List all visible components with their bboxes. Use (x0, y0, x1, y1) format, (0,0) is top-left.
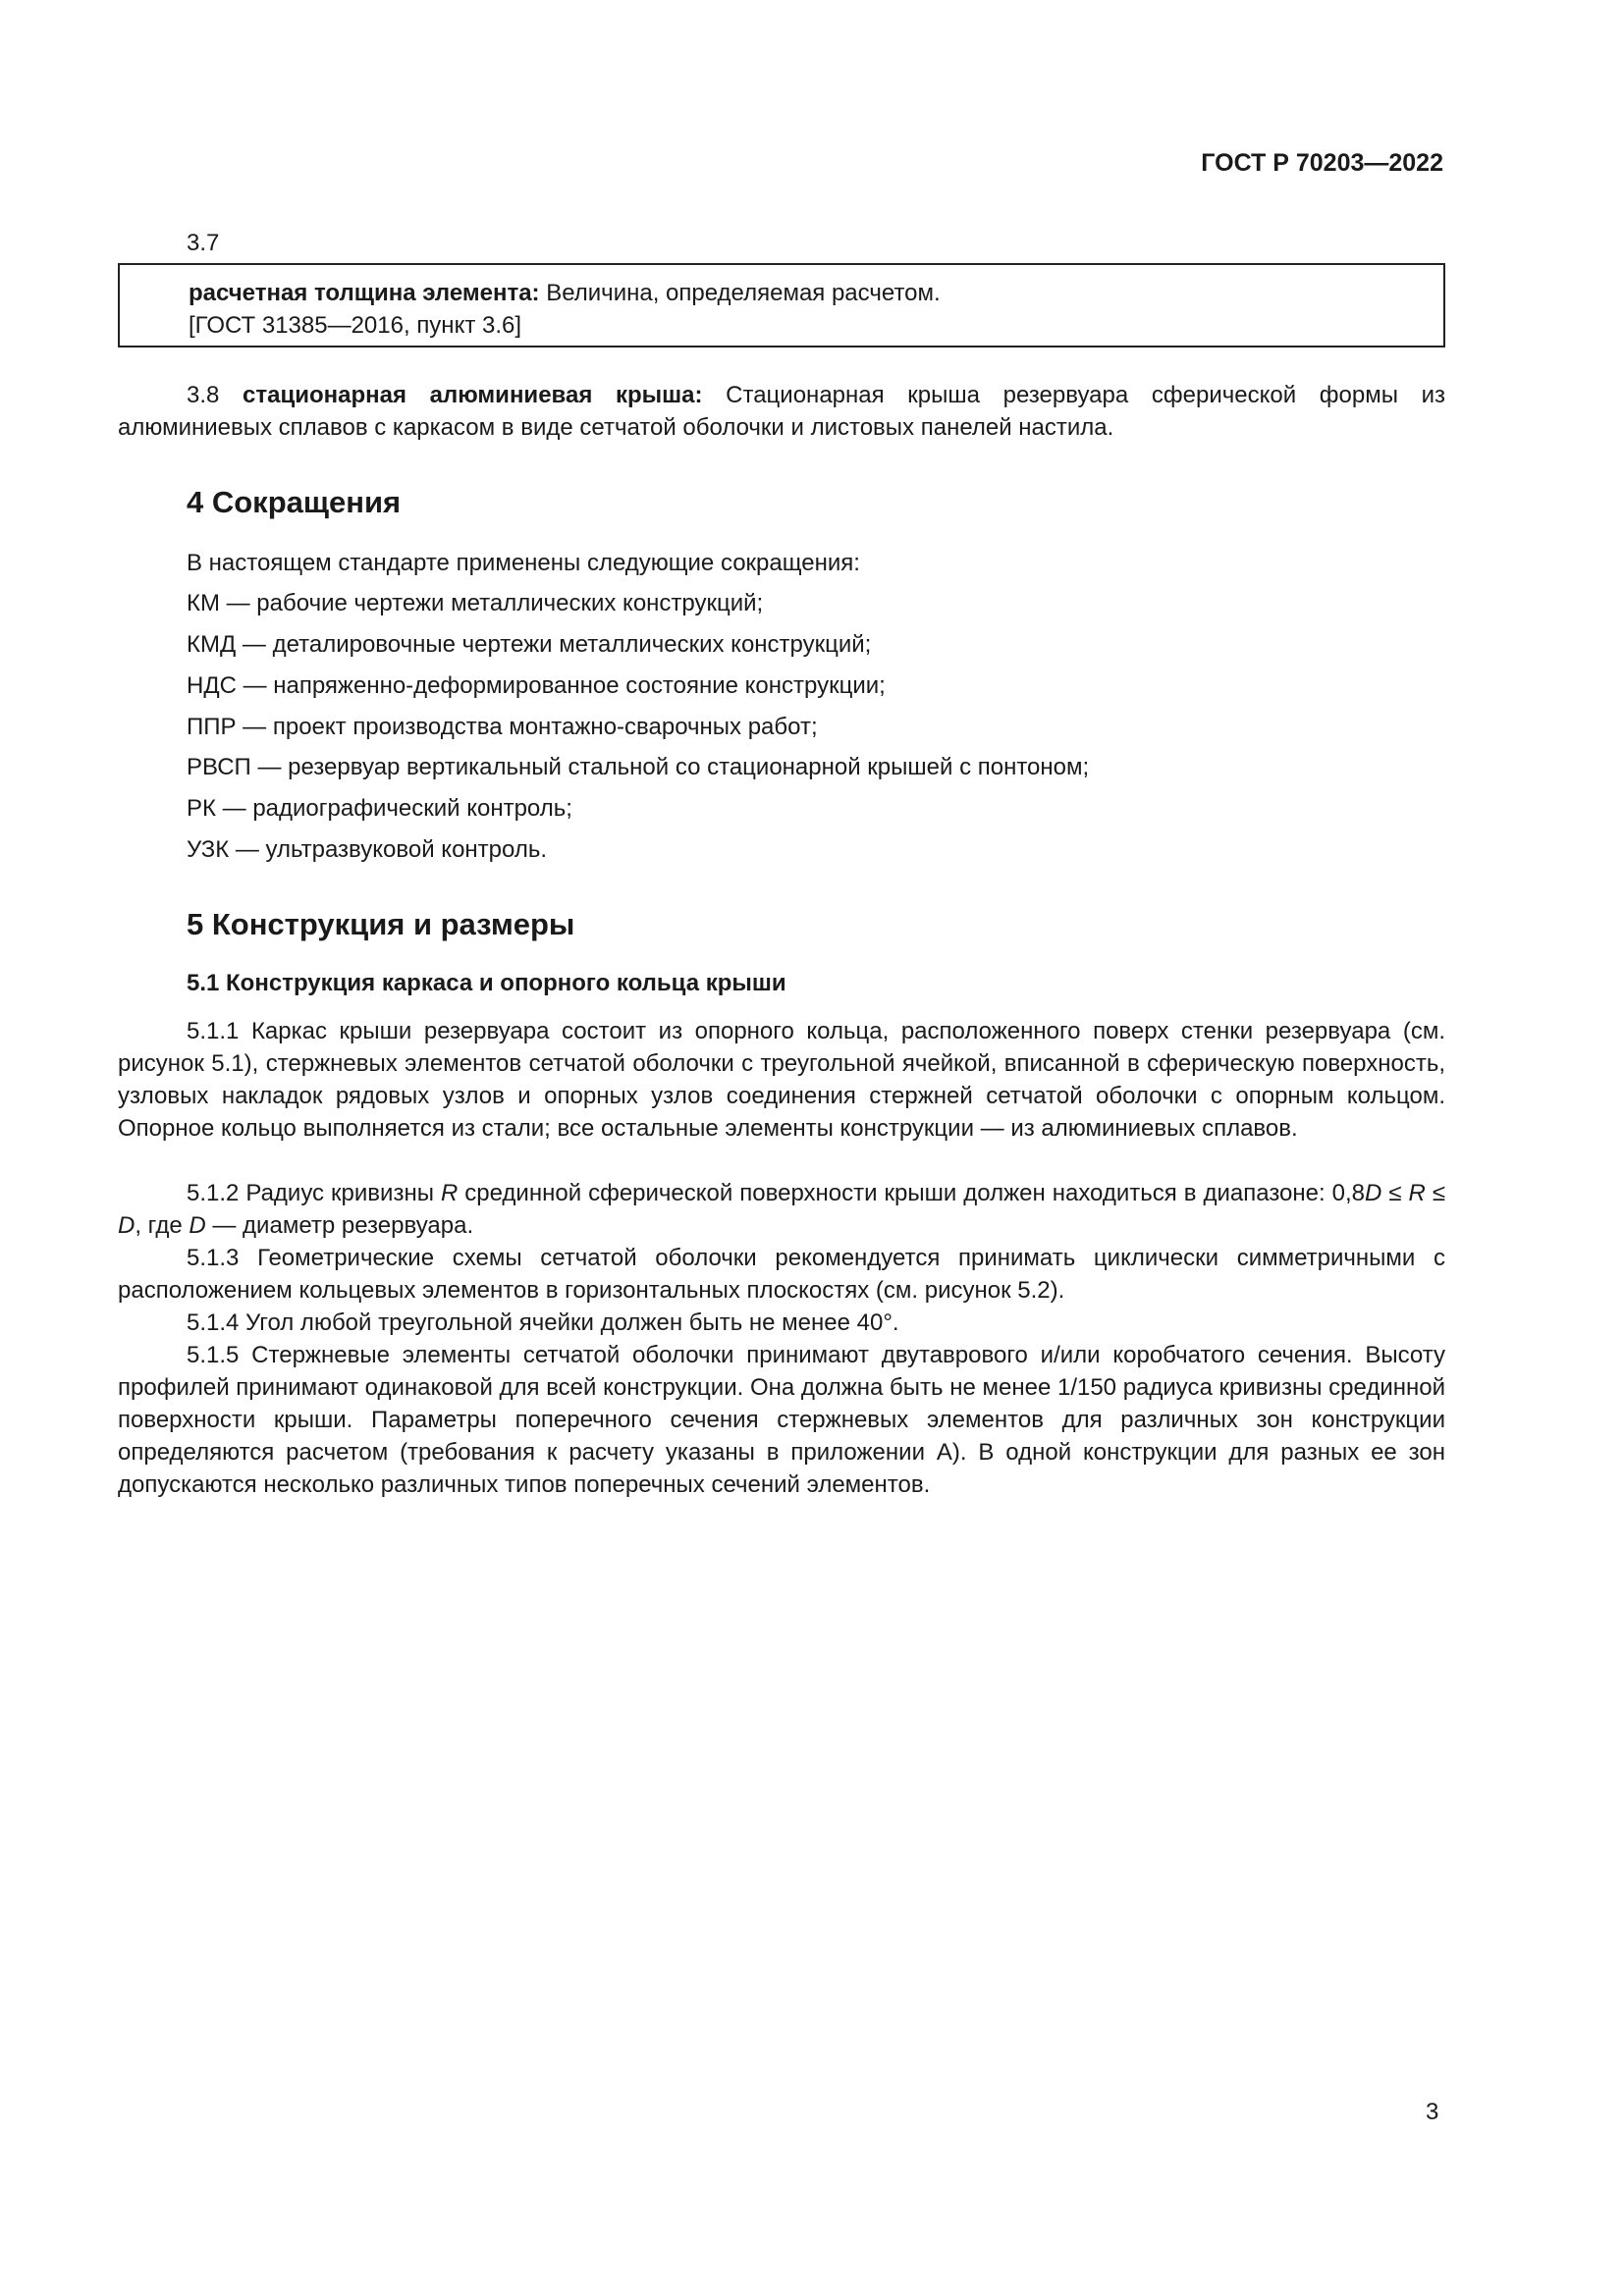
abbreviation-item: КМ — рабочие чертежи металлических конструкций; (187, 590, 764, 616)
text-run: ≤ (1425, 1180, 1445, 1206)
section-5-heading: 5 Конструкция и размеры (187, 907, 575, 941)
term-number: 3.7 (187, 230, 220, 256)
term-source: [ГОСТ 31385—2016, пункт 3.6] (189, 312, 522, 339)
symbol-d: D (118, 1212, 135, 1239)
paragraph-5-1-4: 5.1.4 Угол любой треугольной ячейки должен быть не менее 40°. (187, 1309, 899, 1336)
text-run: ≤ (1381, 1180, 1409, 1206)
paragraph-5-1-3: 5.1.3 Геометрические схемы сетчатой оболочки рекомендуется принимать циклически симметричными с расположением кольцевых элементов в горизонтальных плоскостях (см. рисунок 5.2). (118, 1245, 1445, 1304)
term-definition-line (189, 277, 1443, 309)
abbreviation-item: РК — радиографический контроль; (187, 795, 572, 822)
document-header: ГОСТ Р 70203—2022 (1201, 149, 1443, 177)
abbreviation-item: РВСП — резервуар вертикальный стальной со стационарной крышей с понтоном; (187, 754, 1090, 780)
abbreviation-item: НДС — напряженно-деформированное состояние конструкции; (187, 672, 886, 699)
symbol-d: D (189, 1212, 206, 1239)
symbol-d: D (1365, 1180, 1382, 1206)
abbreviation-item: ППР — проект производства монтажно-сварочных работ; (187, 714, 818, 740)
term-3-8-paragraph (118, 379, 1445, 444)
paragraph-5-1-1: 5.1.1 Каркас крыши резервуара состоит из опорного кольца, расположенного поверх стенки резервуара (см. рисунок 5.1), стержневых элементов сетчатой оболочки с треугольной ячейкой, вписанной в сферическую поверхность, узловых накладок рядовых узлов и опорных узлов соединения стержней сетчатой оболочки с опорным кольцом. Опорное кольцо выполняется из стали; все остальные элементы конструкции — из алюминиевых сплавов. (118, 1018, 1445, 1142)
term-name: расчетная толщина элемента: (189, 280, 540, 306)
paragraph-5-1-5: 5.1.5 Стержневые элементы сетчатой оболочки принимают двутаврового и/или коробчатого сечения. Высоту профилей принимают одинаковой для всей конструкции. Она должна быть не менее 1/150 радиуса кривизны срединной поверхности крыши. Параметры поперечного сечения стержневых элементов для различных зон конструкции определяются расчетом (требования к расчету указаны в приложении А). В одной конструкции для разных ее зон допускаются несколько различных типов поперечных сечений элементов. (118, 1342, 1445, 1498)
term-definition: Величина, определяемая расчетом. (539, 280, 941, 306)
abbreviation-item: КМД — деталировочные чертежи металлических конструкций; (187, 631, 872, 658)
paragraph-5-1-2 (118, 1177, 1445, 1242)
text-run: — диаметр резервуара. (205, 1212, 474, 1239)
text-run: срединной сферической поверхности крыши должен находиться в диапазоне: 0,8 (458, 1180, 1366, 1206)
term-3-8-definition: Стационарная крыша резервуара сферической формы из алюминиевых сплавов с каркасом в виде сетчатой оболочки и листовых панелей настила. (118, 382, 1446, 441)
abbreviation-item: УЗК — ультразвуковой контроль. (187, 836, 548, 863)
symbol-r: R (440, 1180, 459, 1206)
term-definition-box (118, 263, 1445, 347)
text-run: 5.1.2 Радиус кривизны (187, 1180, 441, 1206)
term-3-8-name: стационарная алюминиевая крыша: (243, 382, 703, 408)
text-run: , где (135, 1212, 189, 1239)
subsection-5-1-heading: 5.1 Конструкция каркаса и опорного кольца крыши (187, 970, 786, 996)
term-3-8-number: 3.8 (187, 382, 244, 408)
section-4-heading: 4 Сокращения (187, 485, 402, 519)
symbol-r: R (1408, 1180, 1426, 1206)
section-4-intro: В настоящем стандарте применены следующие сокращения: (187, 550, 860, 576)
page-number: 3 (1426, 2099, 1439, 2125)
